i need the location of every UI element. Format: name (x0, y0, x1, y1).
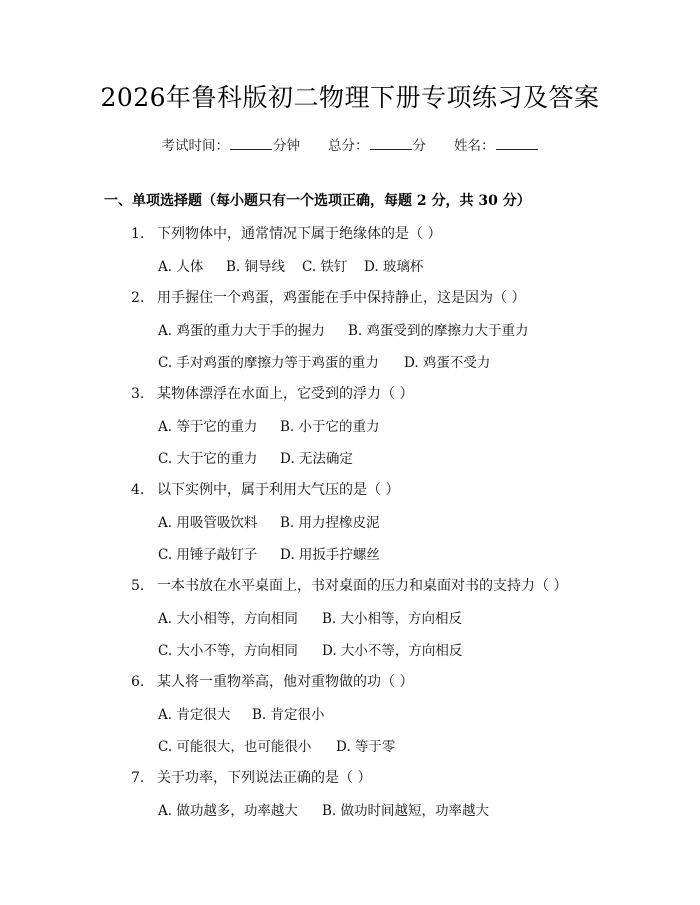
question-text: 一本书放在水平桌面上，书对桌面的压力和桌面对书的支持力（ ） (157, 578, 568, 594)
question-text: 下列物体中，通常情况下属于绝缘体的是（ ） (157, 226, 442, 242)
question-5-options-row2 (158, 639, 462, 659)
question-text: 用手握住一个鸡蛋，鸡蛋能在手中保持静止，这是因为（ ） (157, 290, 526, 306)
question-number: 6. (131, 674, 145, 690)
question-2-options-row2 (158, 351, 490, 371)
question-number: 2. (131, 290, 145, 306)
question-number: 7. (131, 770, 145, 786)
option-b: B. 肯定很小 (252, 707, 325, 723)
option-b: B. 用力捏橡皮泥 (280, 515, 380, 531)
time-unit: 分钟 (273, 138, 300, 154)
question-1-options (158, 255, 423, 275)
time-blank (230, 137, 272, 150)
score-blank (370, 137, 412, 150)
option-b: B. 鸡蛋受到的摩擦力大于重力 (348, 323, 529, 339)
option-b: B. 做功时间越短，功率越大 (322, 803, 490, 819)
option-b: B. 铜导线 (226, 259, 286, 275)
question-2 (131, 287, 525, 307)
question-5 (131, 575, 567, 595)
question-4-options-row2 (158, 543, 380, 563)
option-b: B. 大小相等，方向相反 (322, 611, 463, 627)
question-number: 3. (131, 386, 145, 402)
name-blank (496, 137, 538, 150)
option-a: A. 人体 (158, 259, 204, 275)
question-number: 1. (131, 226, 145, 242)
option-c: C. 可能很大，也可能很小 (158, 739, 312, 755)
question-1 (131, 223, 441, 243)
option-c: C. 用锤子敲钉子 (158, 547, 258, 563)
question-3-options-row2 (158, 447, 353, 467)
option-c: C. 手对鸡蛋的摩擦力等于鸡蛋的重力 (158, 355, 379, 371)
score-unit: 分 (412, 138, 426, 154)
option-c: C. 大小不等，方向相同 (158, 643, 298, 659)
option-a: A. 鸡蛋的重力大于手的握力 (158, 323, 325, 339)
score-label: 总分： (328, 138, 369, 154)
question-2-options-row1 (158, 319, 529, 339)
question-4 (131, 479, 399, 499)
option-d: D. 无法确定 (280, 451, 353, 467)
option-d: D. 用扳手拧螺丝 (280, 547, 380, 563)
option-b: B. 小于它的重力 (280, 419, 380, 435)
question-7-options-row1 (158, 799, 489, 819)
option-c: C. 铁钉 (302, 259, 348, 275)
question-6-options-row1 (158, 703, 325, 723)
question-3-options-row1 (158, 415, 380, 435)
page-title: 2026年鲁科版初二物理下册专项练习及答案 (100, 83, 600, 112)
question-5-options-row1 (158, 607, 462, 627)
question-number: 4. (131, 482, 145, 498)
question-3 (131, 383, 413, 403)
question-4-options-row1 (158, 511, 380, 531)
option-d: D. 大小不等，方向相反 (322, 643, 463, 659)
question-number: 5. (131, 578, 145, 594)
name-label: 姓名： (454, 138, 495, 154)
time-label: 考试时间： (161, 138, 229, 154)
option-a: A. 用吸管吸饮料 (158, 515, 258, 531)
option-a: A. 做功越多，功率越大 (158, 803, 298, 819)
option-a: A. 等于它的重力 (158, 419, 258, 435)
option-a: A. 肯定很大 (158, 707, 231, 723)
option-d: D. 鸡蛋不受力 (404, 355, 491, 371)
question-7 (131, 767, 371, 787)
option-d: D. 等于零 (336, 739, 396, 755)
question-6 (131, 671, 413, 691)
question-text: 关于功率，下列说法正确的是（ ） (157, 770, 372, 786)
question-text: 某物体漂浮在水面上，它受到的浮力（ ） (157, 386, 414, 402)
option-d: D. 玻璃杯 (364, 259, 424, 275)
question-6-options-row2 (158, 735, 395, 755)
question-text: 以下实例中，属于利用大气压的是（ ） (157, 482, 400, 498)
option-c: C. 大于它的重力 (158, 451, 258, 467)
exam-meta (0, 134, 700, 154)
option-a: A. 大小相等，方向相同 (158, 611, 298, 627)
section-heading: 一、单项选择题（每小题只有一个选项正确，每题 2 分，共 30 分） (104, 193, 531, 209)
question-text: 某人将一重物举高，他对重物做的功（ ） (157, 674, 414, 690)
